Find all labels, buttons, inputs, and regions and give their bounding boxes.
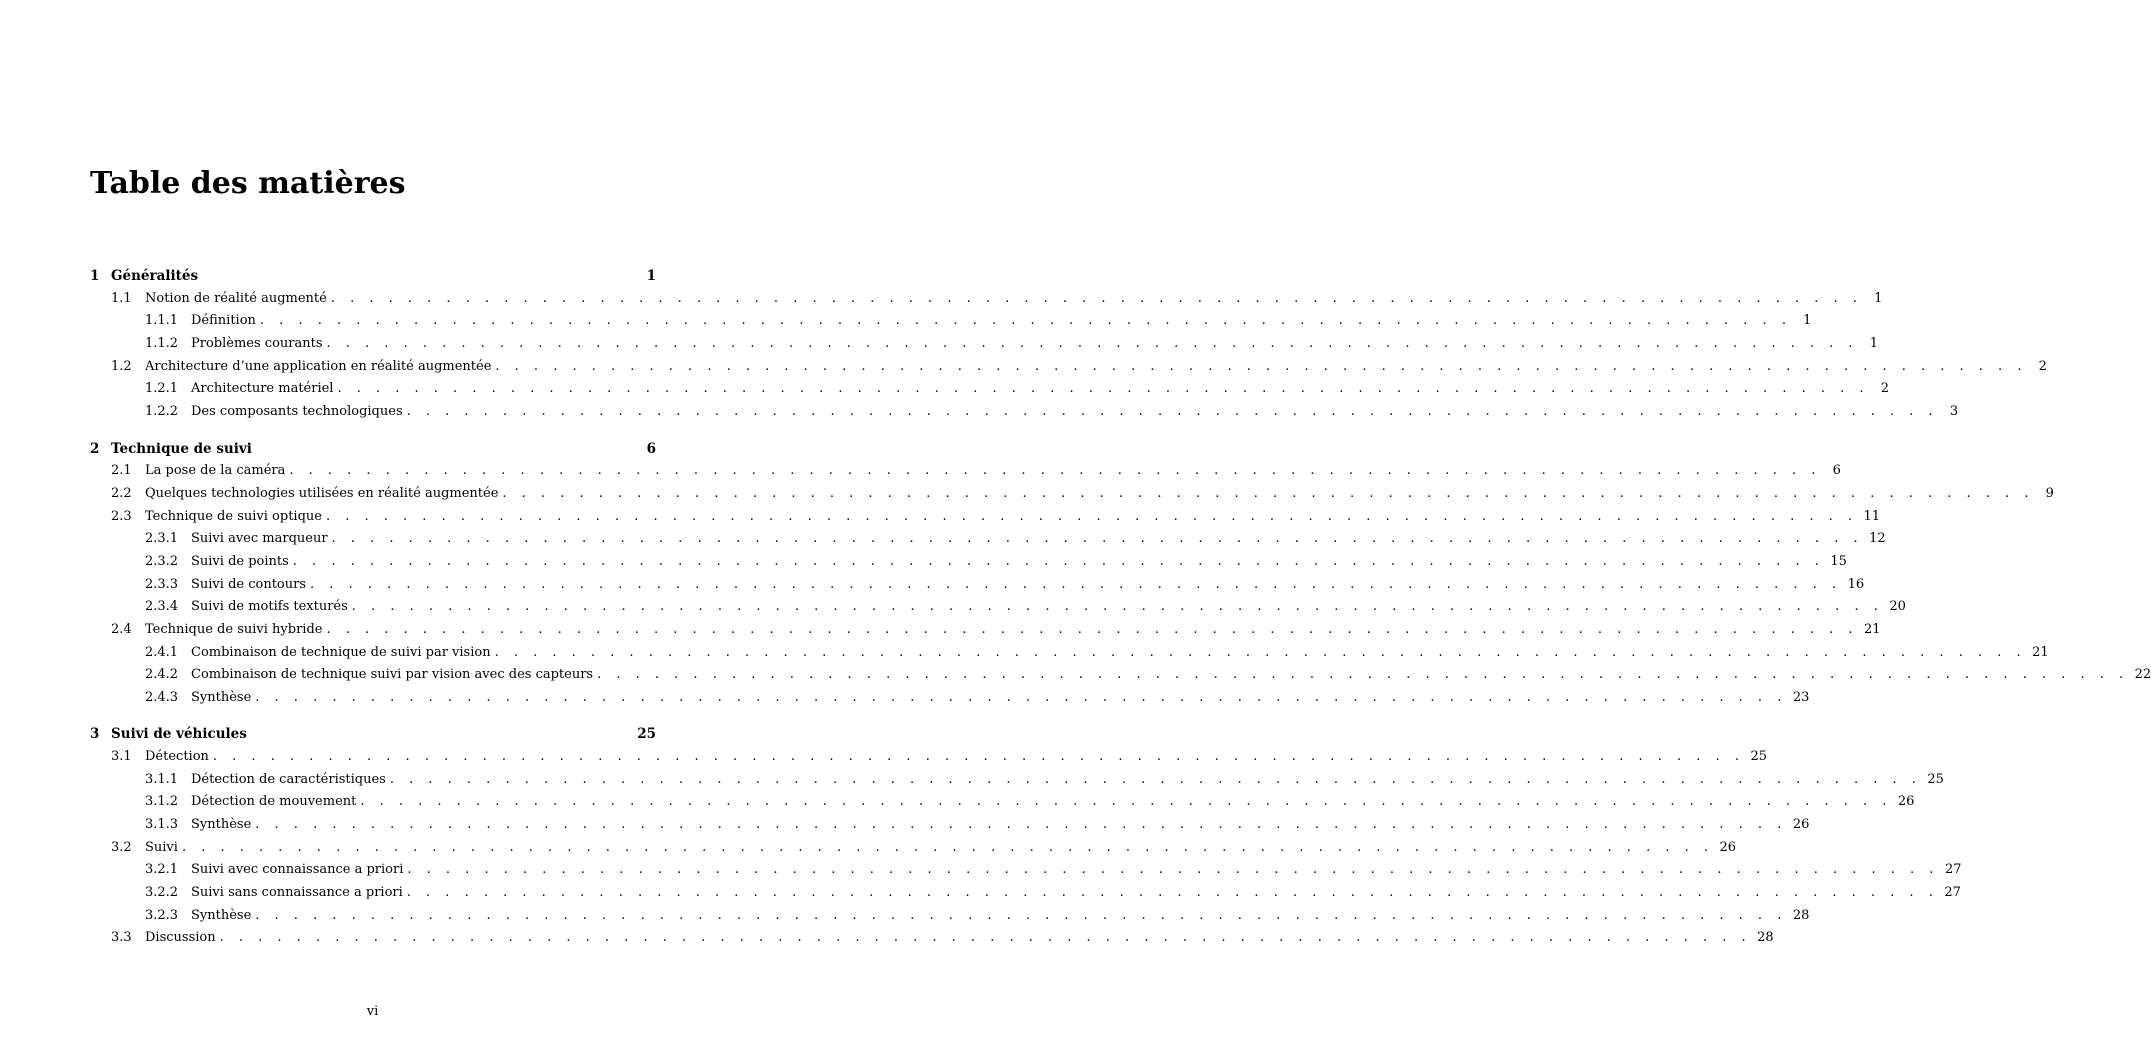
toc-title: Problèmes courants <box>191 336 323 351</box>
toc-number: 2.1 <box>111 463 132 478</box>
toc-title: Architecture matériel <box>191 381 334 396</box>
toc-title: Suivi avec connaissance a priori <box>191 862 404 877</box>
toc-title: Notion de réalité augmenté <box>145 291 327 306</box>
toc-subsection[interactable] <box>145 311 1812 331</box>
dot-leader: . . . . . . . . . . . . . . . . . . . . . . . . . . . . . . . . . . . . . . . . . . . . . . . . . . . . . . . . . . . . . . . . . . . . . . . . . . . . . . . . <box>494 645 2027 660</box>
toc-number: 1.2 <box>111 359 132 374</box>
dot-leader: . . . . . . . . . . . . . . . . . . . . . . . . . . . . . . . . . . . . . . . . . . . . . . . . . . . . . . . . . . . . . . . . . . . . . . . . . . . . . . . . <box>351 599 1884 614</box>
toc-section[interactable] <box>111 747 1767 767</box>
toc-title: Combinaison de technique de suivi par vision <box>191 645 491 660</box>
toc-title: Suivi sans connaissance a priori <box>191 885 403 900</box>
toc-title: Technique de suivi hybride <box>145 622 323 637</box>
toc-page-number: 15 <box>1830 554 1847 569</box>
dot-leader: . . . . . . . . . . . . . . . . . . . . . . . . . . . . . . . . . . . . . . . . . . . . . . . . . . . . . . . . . . . . . . . . . . . . . . . . . . . . . . . . <box>406 404 1939 419</box>
dot-leader: . . . . . . . . . . . . . . . . . . . . . . . . . . . . . . . . . . . . . . . . . . . . . . . . . . . . . . . . . . . . . . . . . . . . . . . . . . . . . . . . <box>326 622 1859 637</box>
toc-number: 2.3.4 <box>145 599 179 614</box>
toc-title: Suivi de points <box>191 554 289 569</box>
page-title: Table des matières <box>90 166 406 201</box>
toc-section[interactable] <box>111 461 1841 481</box>
toc-subsection[interactable] <box>145 815 1810 835</box>
toc-chapter[interactable] <box>90 266 656 286</box>
toc-number: 3.2.1 <box>145 862 179 877</box>
toc-number: 3.1.1 <box>145 772 179 787</box>
toc-title: Discussion <box>145 930 216 945</box>
toc-section[interactable] <box>111 620 1881 640</box>
toc-title: Des composants technologiques <box>191 404 403 419</box>
toc-number: 2.3.1 <box>145 531 179 546</box>
dot-leader: . . . . . . . . . . . . . . . . . . . . . . . . . . . . . . . . . . . . . . . . . . . . . . . . . . . . . . . . . . . . . . . . . . . . . . . . . . . . . . . . <box>502 486 2034 501</box>
toc-section[interactable] <box>111 928 1774 948</box>
dot-leader: . . . . . . . . . . . . . . . . . . . . . . . . . . . . . . . . . . . . . . . . . . . . . . . . . . . . . . . . . . . . . . . . . . . . . . . . . . . . . . . . <box>259 313 1792 328</box>
toc-number: 2.3 <box>111 509 132 524</box>
toc-subsection[interactable] <box>145 688 1810 708</box>
dot-leader: . . . . . . . . . . . . . . . . . . . . . . . . . . . . . . . . . . . . . . . . . . . . . . . . . . . . . . . . . . . . . . . . . . . . . . . . . . . . . . . . <box>255 690 1787 705</box>
toc-number: 2.3.2 <box>145 554 179 569</box>
toc-title: Combinaison de technique suivi par vision avec des capteurs <box>191 667 594 682</box>
toc-page-number: 28 <box>1792 908 1810 923</box>
dot-leader: . . . . . . . . . . . . . . . . . . . . . . . . . . . . . . . . . . . . . . . . . . . . . . . . . . . . . . . . . . . . . . . . . . . . . . . . . . . . . . . . <box>289 463 1821 478</box>
toc-page-number: 12 <box>1869 531 1886 546</box>
toc-page-number: 23 <box>1792 690 1810 705</box>
dot-leader: . . . . . . . . . . . . . . . . . . . . . . . . . . . . . . . . . . . . . . . . . . . . . . . . . . . . . . . . . . . . . . . . . . . . . . . . . . . . . . . . <box>406 885 1939 900</box>
toc-subsection[interactable] <box>145 665 2151 685</box>
dot-leader: . . . . . . . . . . . . . . . . . . . . . . . . . . . . . . . . . . . . . . . . . . . . . . . . . . . . . . . . . . . . . . . . . . . . . . . . . . . . . . . . <box>255 817 1787 832</box>
page-number-footer: vi <box>366 1004 379 1019</box>
toc-title: Définition <box>191 313 256 328</box>
toc-number: 3.2.3 <box>145 908 179 923</box>
toc-page-number: 16 <box>1847 577 1865 592</box>
toc-number: 2.3.3 <box>145 577 179 592</box>
toc-page-number: 28 <box>1757 930 1774 945</box>
toc-page-number: 1 <box>1803 313 1812 328</box>
toc-number: 1.2.1 <box>145 381 179 396</box>
toc-title: Généralités <box>111 268 199 284</box>
toc-subsection[interactable] <box>145 379 1890 399</box>
toc-page-number: 9 <box>2045 486 2054 501</box>
toc-title: Technique de suivi optique <box>145 509 322 524</box>
toc-page-number: 25 <box>1927 772 1944 787</box>
toc-subsection[interactable] <box>145 334 1879 354</box>
toc-page-number: 11 <box>1863 509 1881 524</box>
toc-subsection[interactable] <box>145 529 1886 549</box>
toc-number: 2.4.3 <box>145 690 179 705</box>
toc-page-number: 25 <box>637 726 656 742</box>
toc-section[interactable] <box>111 484 2054 504</box>
toc-subsection[interactable] <box>145 883 1961 903</box>
toc-number: 3.2.2 <box>145 885 179 900</box>
toc-number: 3.1.2 <box>145 794 179 809</box>
dot-leader: . . . . . . . . . . . . . . . . . . . . . . . . . . . . . . . . . . . . . . . . . . . . . . . . . . . . . . . . . . . . . . . . . . . . . . . . . . . . . . . . <box>330 291 1863 306</box>
toc-page-number: 2 <box>1880 381 1890 396</box>
toc-number: 3.1.3 <box>145 817 179 832</box>
toc-title: Synthèse <box>191 690 252 705</box>
toc-number: 1.2.2 <box>145 404 179 419</box>
dot-leader: . . . . . . . . . . . . . . . . . . . . . . . . . . . . . . . . . . . . . . . . . . . . . . . . . . . . . . . . . . . . . . . . . . . . . . . . . . . . . . . . <box>331 531 1864 546</box>
dot-leader: . . . . . . . . . . . . . . . . . . . . . . . . . . . . . . . . . . . . . . . . . . . . . . . . . . . . . . . . . . . . . . . . . . . . . . . . . . . . . . . . <box>337 381 1870 396</box>
dot-leader: . . . . . . . . . . . . . . . . . . . . . . . . . . . . . . . . . . . . . . . . . . . . . . . . . . . . . . . . . . . . . . . . . . . . . . . . . . . . . . . . <box>326 336 1859 351</box>
dot-leader: . . . . . . . . . . . . . . . . . . . . . . . . . . . . . . . . . . . . . . . . . . . . . . . . . . . . . . . . . . . . . . . . . . . . . . . . . . . . . . . . <box>292 554 1825 569</box>
dot-leader: . . . . . . . . . . . . . . . . . . . . . . . . . . . . . . . . . . . . . . . . . . . . . . . . . . . . . . . . . . . . . . . . . . . . . . . . . . . . . . . . <box>212 749 1745 764</box>
toc-title: Synthèse <box>191 908 252 923</box>
dot-leader: . . . . . . . . . . . . . . . . . . . . . . . . . . . . . . . . . . . . . . . . . . . . . . . . . . . . . . . . . . . . . . . . . . . . . . . . . . . . . . . . <box>255 908 1787 923</box>
toc-title: Suivi <box>145 840 178 855</box>
toc-number: 3.1 <box>111 749 132 764</box>
toc-subsection[interactable] <box>145 770 1944 790</box>
toc-section[interactable] <box>111 289 1883 309</box>
dot-leader: . . . . . . . . . . . . . . . . . . . . . . . . . . . . . . . . . . . . . . . . . . . . . . . . . . . . . . . . . . . . . . . . . . . . . . . . . . . . . . . . <box>389 772 1922 787</box>
toc-title: Détection de caractéristiques <box>191 772 386 787</box>
toc-number: 2.4.1 <box>145 645 179 660</box>
toc-page-number: 1 <box>1874 291 1883 306</box>
toc-subsection[interactable] <box>145 906 1810 926</box>
toc-page-number: 26 <box>1719 840 1737 855</box>
dot-leader: . . . . . . . . . . . . . . . . . . . . . . . . . . . . . . . . . . . . . . . . . . . . . . . . . . . . . . . . . . . . . . . . . . . . . . . . . . . . . . . . <box>219 930 1752 945</box>
toc-page-number: 1 <box>1869 336 1879 351</box>
toc-subsection[interactable] <box>145 402 1959 422</box>
toc-number: 3.2 <box>111 840 132 855</box>
toc-chapter[interactable] <box>90 439 656 459</box>
toc-page-number: 1 <box>646 268 656 284</box>
toc-number: 3 <box>90 726 100 742</box>
toc-page-number: 6 <box>646 441 656 457</box>
toc-page-number: 27 <box>1944 885 1961 900</box>
toc-title: Architecture d’une application en réalité augmentée <box>145 359 492 374</box>
toc-number: 3.3 <box>111 930 132 945</box>
dot-leader: . . . . . . . . . . . . . . . . . . . . . . . . . . . . . . . . . . . . . . . . . . . . . . . . . . . . . . . . . . . . . . . . . . . . . . . . . . . . . . . . <box>407 862 1939 877</box>
toc-page-number: 21 <box>2032 645 2049 660</box>
dot-leader: . . . . . . . . . . . . . . . . . . . . . . . . . . . . . . . . . . . . . . . . . . . . . . . . . . . . . . . . . . . . . . . . . . . . . . . . . . . . . . . . <box>495 359 2027 374</box>
dot-leader: . . . . . . . . . . . . . . . . . . . . . . . . . . . . . . . . . . . . . . . . . . . . . . . . . . . . . . . . . . . . . . . . . . . . . . . . . . . . . . . . <box>325 509 1858 524</box>
toc-subsection[interactable] <box>145 792 1915 812</box>
dot-leader: . . . . . . . . . . . . . . . . . . . . . . . . . . . . . . . . . . . . . . . . . . . . . . . . . . . . . . . . . . . . . . . . . . . . . . . . . . . . . . . . <box>597 667 2129 682</box>
toc-page-number: 20 <box>1889 599 1906 614</box>
toc-page-number: 21 <box>1864 622 1881 637</box>
toc-page-number: 26 <box>1897 794 1915 809</box>
toc-page-number: 22 <box>2134 667 2151 682</box>
toc-page-number: 25 <box>1750 749 1767 764</box>
dot-leader: . . . . . . . . . . . . . . . . . . . . . . . . . . . . . . . . . . . . . . . . . . . . . . . . . . . . . . . . . . . . . . . . . . . . . . . . . . . . . . . . <box>310 577 1842 592</box>
dot-leader: . . . . . . . . . . . . . . . . . . . . . . . . . . . . . . . . . . . . . . . . . . . . . . . . . . . . . . . . . . . . . . . . . . . . . . . . . . . . . . . . <box>360 794 1892 809</box>
dot-leader: . . . . . . . . . . . . . . . . . . . . . . . . . . . . . . . . . . . . . . . . . . . . . . . . . . . . . . . . . . . . . . . . . . . . . . . . . . . . . . . . <box>181 840 1714 855</box>
toc-page-number: 2 <box>2038 359 2047 374</box>
toc-title: Suivi avec marqueur <box>191 531 328 546</box>
toc-number: 1 <box>90 268 100 284</box>
toc-subsection[interactable] <box>145 643 2049 663</box>
toc-page-number: 6 <box>1832 463 1841 478</box>
toc-section[interactable] <box>111 507 1881 527</box>
toc-subsection[interactable] <box>145 597 1906 617</box>
toc-title: Détection <box>145 749 209 764</box>
toc-title: Synthèse <box>191 817 252 832</box>
toc-page-number: 26 <box>1792 817 1810 832</box>
toc-title: Technique de suivi <box>111 441 252 457</box>
toc-subsection[interactable] <box>145 575 1865 595</box>
toc-number: 1.1.2 <box>145 336 179 351</box>
toc-section[interactable] <box>111 357 2047 377</box>
toc-number: 2.4.2 <box>145 667 179 682</box>
toc-number: 2.2 <box>111 486 132 501</box>
toc-subsection[interactable] <box>145 860 1962 880</box>
toc-section[interactable] <box>111 838 1737 858</box>
toc-title: Suivi de véhicules <box>111 726 247 742</box>
toc-number: 2.4 <box>111 622 132 637</box>
toc-title: Suivi de motifs texturés <box>191 599 348 614</box>
toc-title: La pose de la caméra <box>145 463 286 478</box>
toc-title: Détection de mouvement <box>191 794 357 809</box>
toc-number: 1.1 <box>111 291 132 306</box>
toc-number: 2 <box>90 441 100 457</box>
toc-page-number: 3 <box>1949 404 1959 419</box>
toc-subsection[interactable] <box>145 552 1847 572</box>
toc-title: Suivi de contours <box>191 577 307 592</box>
toc-title: Quelques technologies utilisées en réalité augmentée <box>145 486 499 501</box>
toc-page-number: 27 <box>1944 862 1962 877</box>
toc-chapter[interactable] <box>90 724 656 744</box>
toc-number: 1.1.1 <box>145 313 179 328</box>
